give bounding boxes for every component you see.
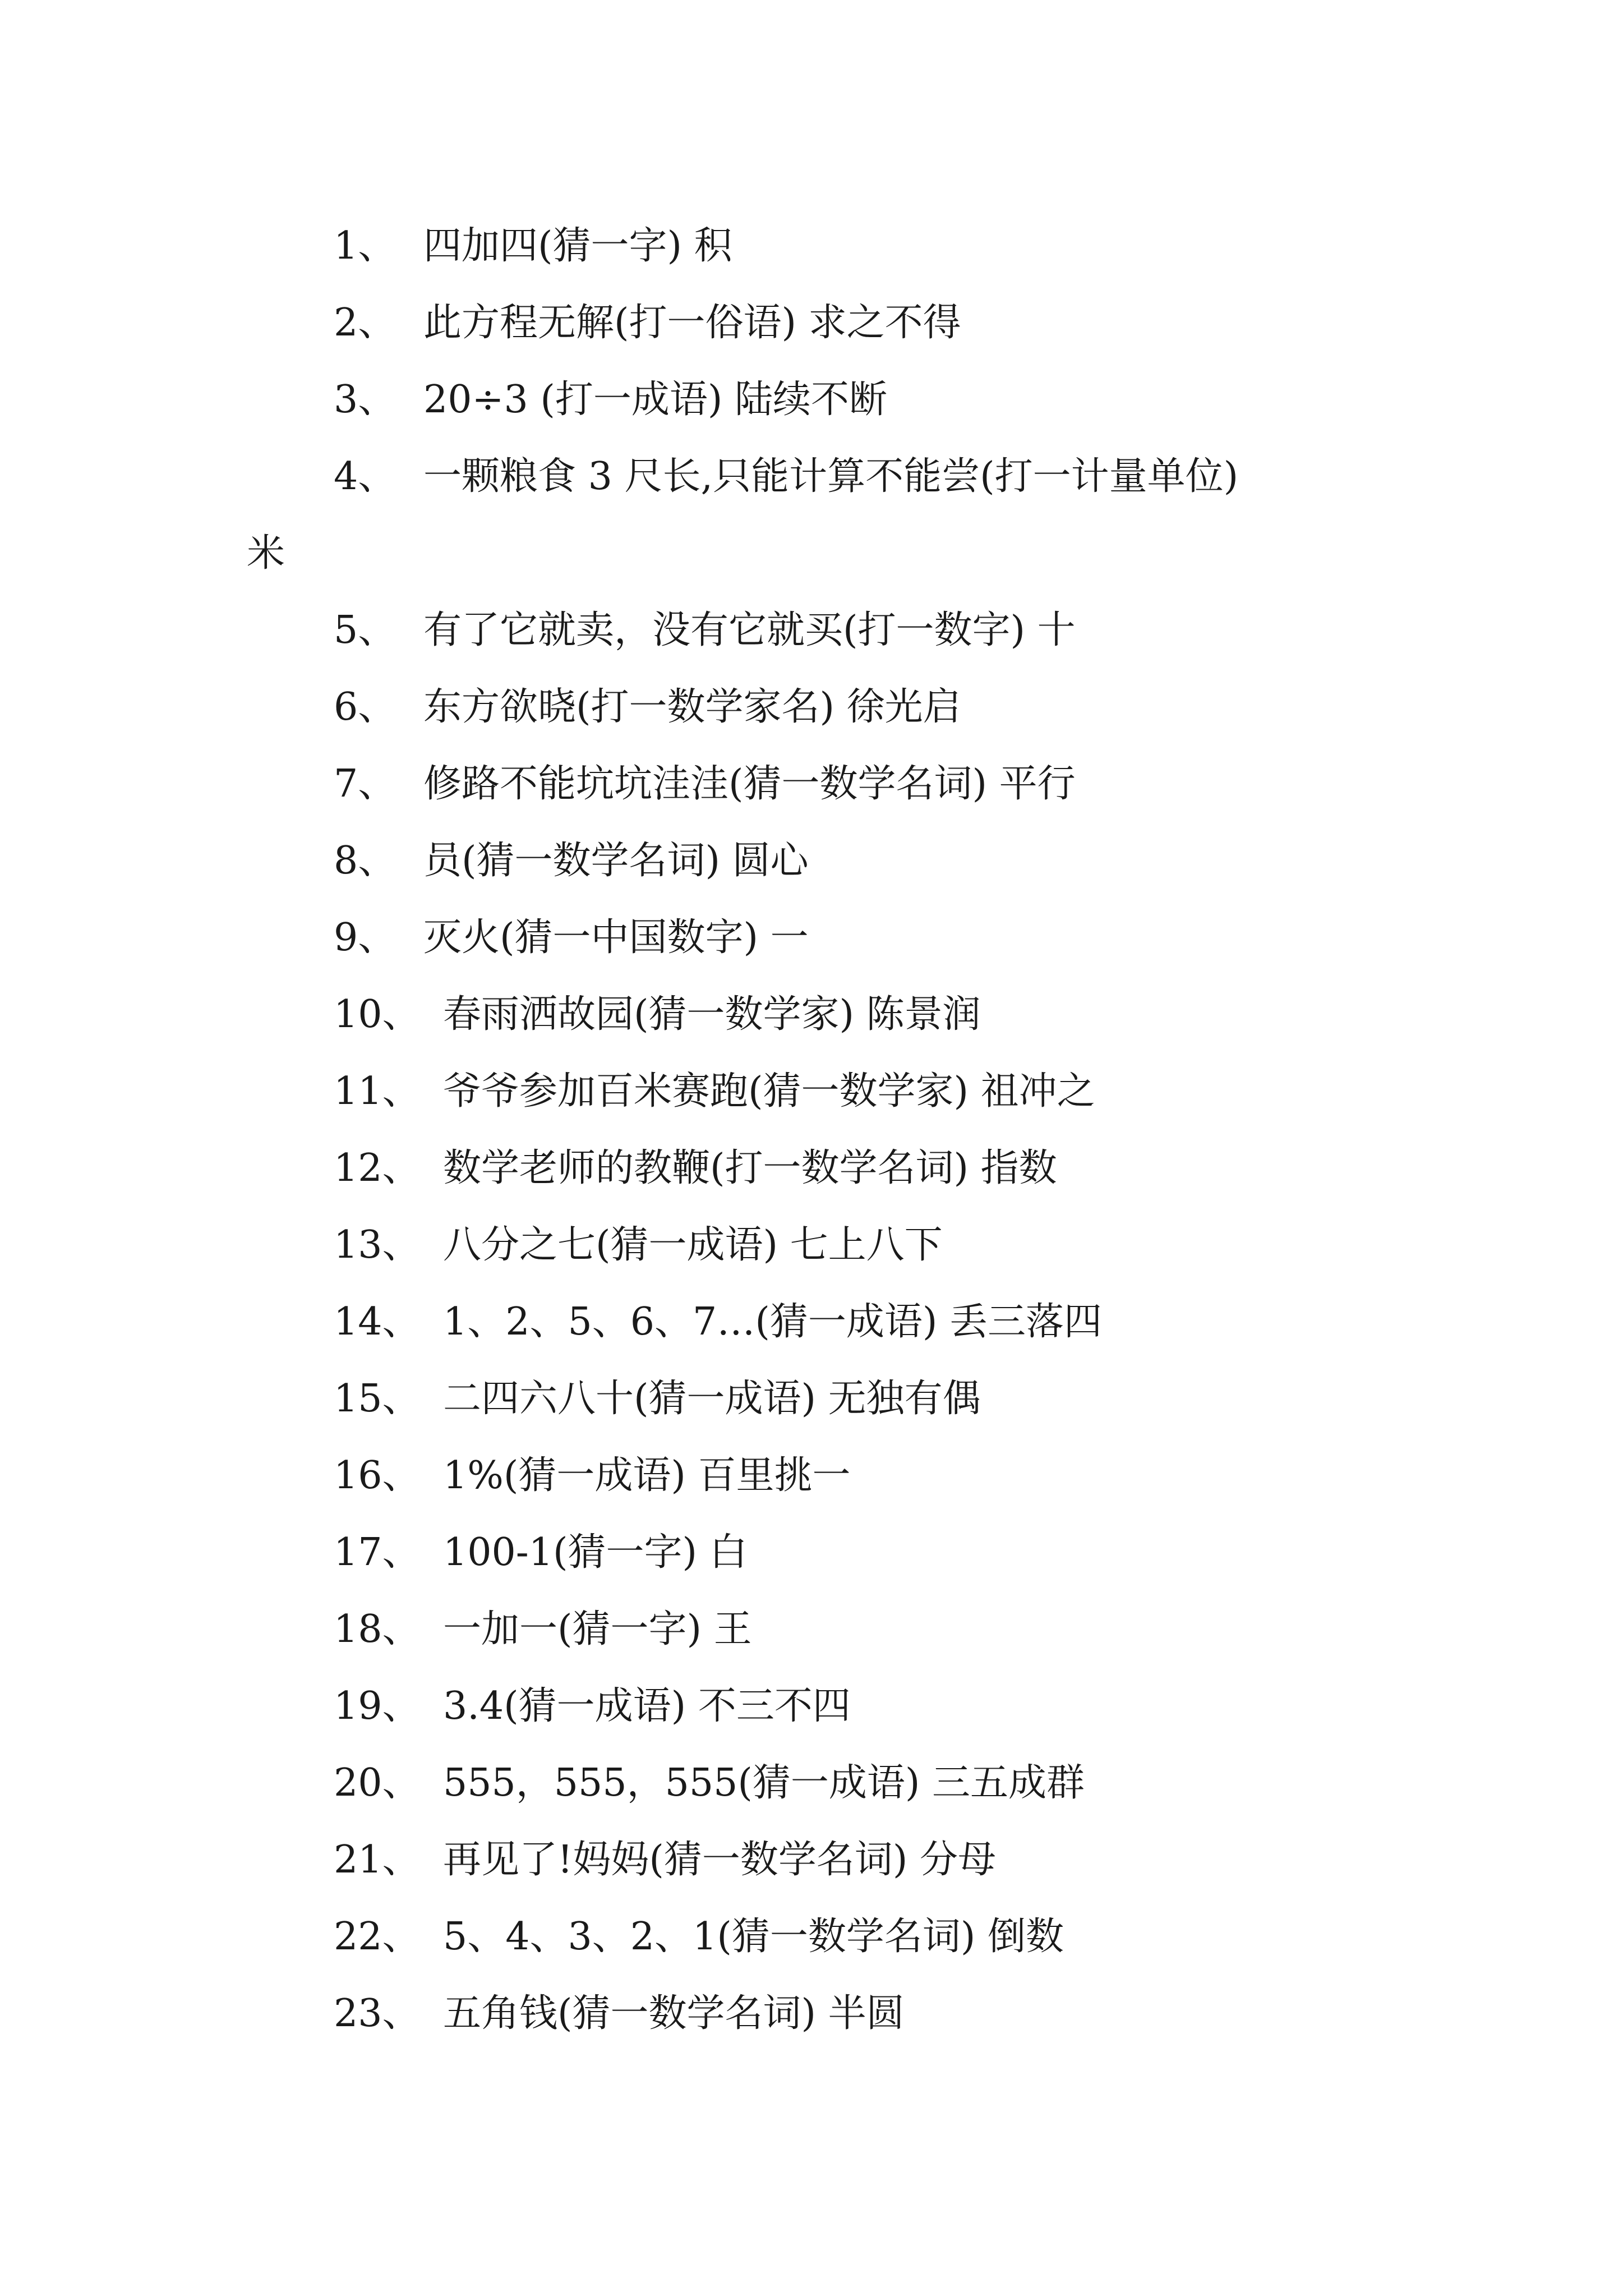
item-number: 18、 [334, 1607, 421, 1651]
item-text: 100-1(猜一字) 白 [443, 1530, 748, 1575]
list-item [0, 1898, 1623, 1975]
item-number: 4、 [334, 454, 396, 499]
item-number: 12、 [334, 1146, 421, 1190]
item-text: 555，555，555(猜一成语) 三五成群 [443, 1761, 1085, 1805]
item-text: 3.4(猜一成语) 不三不四 [443, 1684, 851, 1728]
item-text: 二四六八十(猜一成语) 无独有偶 [443, 1377, 981, 1421]
list-item [0, 1514, 1623, 1591]
list-item [0, 592, 1623, 669]
item-text: 春雨洒故园(猜一数学家) 陈景润 [443, 992, 981, 1037]
item-number: 17、 [334, 1530, 421, 1575]
item-number: 9、 [334, 915, 396, 960]
item-text: 灭火(猜一中国数字) 一 [423, 915, 809, 960]
item-text: 五角钱(猜一数学名词) 半圆 [443, 1991, 905, 2036]
list-item [0, 1975, 1623, 2052]
item-text: 此方程无解(打一俗语) 求之不得 [423, 301, 961, 345]
riddle-list [0, 208, 1623, 2052]
item-number: 22、 [334, 1915, 421, 1959]
list-item [0, 1591, 1623, 1668]
item-text-continuation: 米 [247, 531, 285, 576]
list-item [0, 1130, 1623, 1207]
item-text: 1%(猜一成语) 百里挑一 [443, 1453, 851, 1498]
list-item [0, 669, 1623, 746]
item-number: 6、 [334, 685, 396, 729]
list-item [0, 361, 1623, 438]
list-item [0, 1668, 1623, 1745]
list-item [0, 1053, 1623, 1130]
item-text: 数学老师的教鞭(打一数学名词) 指数 [443, 1146, 1057, 1190]
list-item [0, 1360, 1623, 1437]
item-number: 15、 [334, 1377, 421, 1421]
item-text: 有了它就卖，没有它就买(打一数字) 十 [423, 608, 1076, 652]
list-item [0, 1745, 1623, 1821]
list-item [0, 1207, 1623, 1283]
item-text: 修路不能坑坑洼洼(猜一数学名词) 平行 [423, 762, 1076, 806]
list-item [0, 976, 1623, 1053]
item-number: 14、 [334, 1300, 421, 1344]
item-number: 13、 [334, 1223, 421, 1267]
item-number: 21、 [334, 1838, 421, 1882]
item-text: 东方欲晓(打一数学家名) 徐光启 [423, 685, 961, 729]
item-number: 1、 [334, 224, 396, 268]
list-item [0, 899, 1623, 976]
item-text: 八分之七(猜一成语) 七上八下 [443, 1223, 943, 1267]
item-text: 5、4、3、2、1(猜一数学名词) 倒数 [443, 1915, 1064, 1959]
list-item [0, 746, 1623, 822]
item-text: 一颗粮食 3 尺长,只能计算不能尝(打一计量单位) [423, 454, 1239, 499]
item-text: 爷爷参加百米赛跑(猜一数学家) 祖冲之 [443, 1069, 1095, 1114]
item-number: 7、 [334, 762, 396, 806]
item-number: 5、 [334, 608, 396, 652]
item-number: 11、 [334, 1069, 421, 1114]
item-text: 1、2、5、6、7…(猜一成语) 丢三落四 [443, 1300, 1102, 1344]
item-number: 10、 [334, 992, 421, 1037]
item-number: 3、 [334, 378, 396, 422]
item-number: 8、 [334, 839, 396, 883]
item-number: 23、 [334, 1991, 421, 2036]
list-item [0, 1821, 1623, 1898]
list-item [0, 284, 1623, 361]
item-text: 员(猜一数学名词) 圆心 [423, 839, 809, 883]
item-text: 20÷3 (打一成语) 陆续不断 [423, 378, 888, 422]
list-item [0, 822, 1623, 899]
item-number: 20、 [334, 1761, 421, 1805]
item-text: 四加四(猜一字) 积 [423, 224, 732, 268]
item-number: 2、 [334, 301, 396, 345]
item-text: 一加一(猜一字) 王 [443, 1607, 752, 1651]
list-item [0, 208, 1623, 284]
list-item [0, 438, 1623, 592]
list-item [0, 1437, 1623, 1514]
item-text: 再见了!妈妈(猜一数学名词) 分母 [443, 1838, 997, 1882]
item-number: 16、 [334, 1453, 421, 1498]
item-number: 19、 [334, 1684, 421, 1728]
list-item [0, 1283, 1623, 1360]
